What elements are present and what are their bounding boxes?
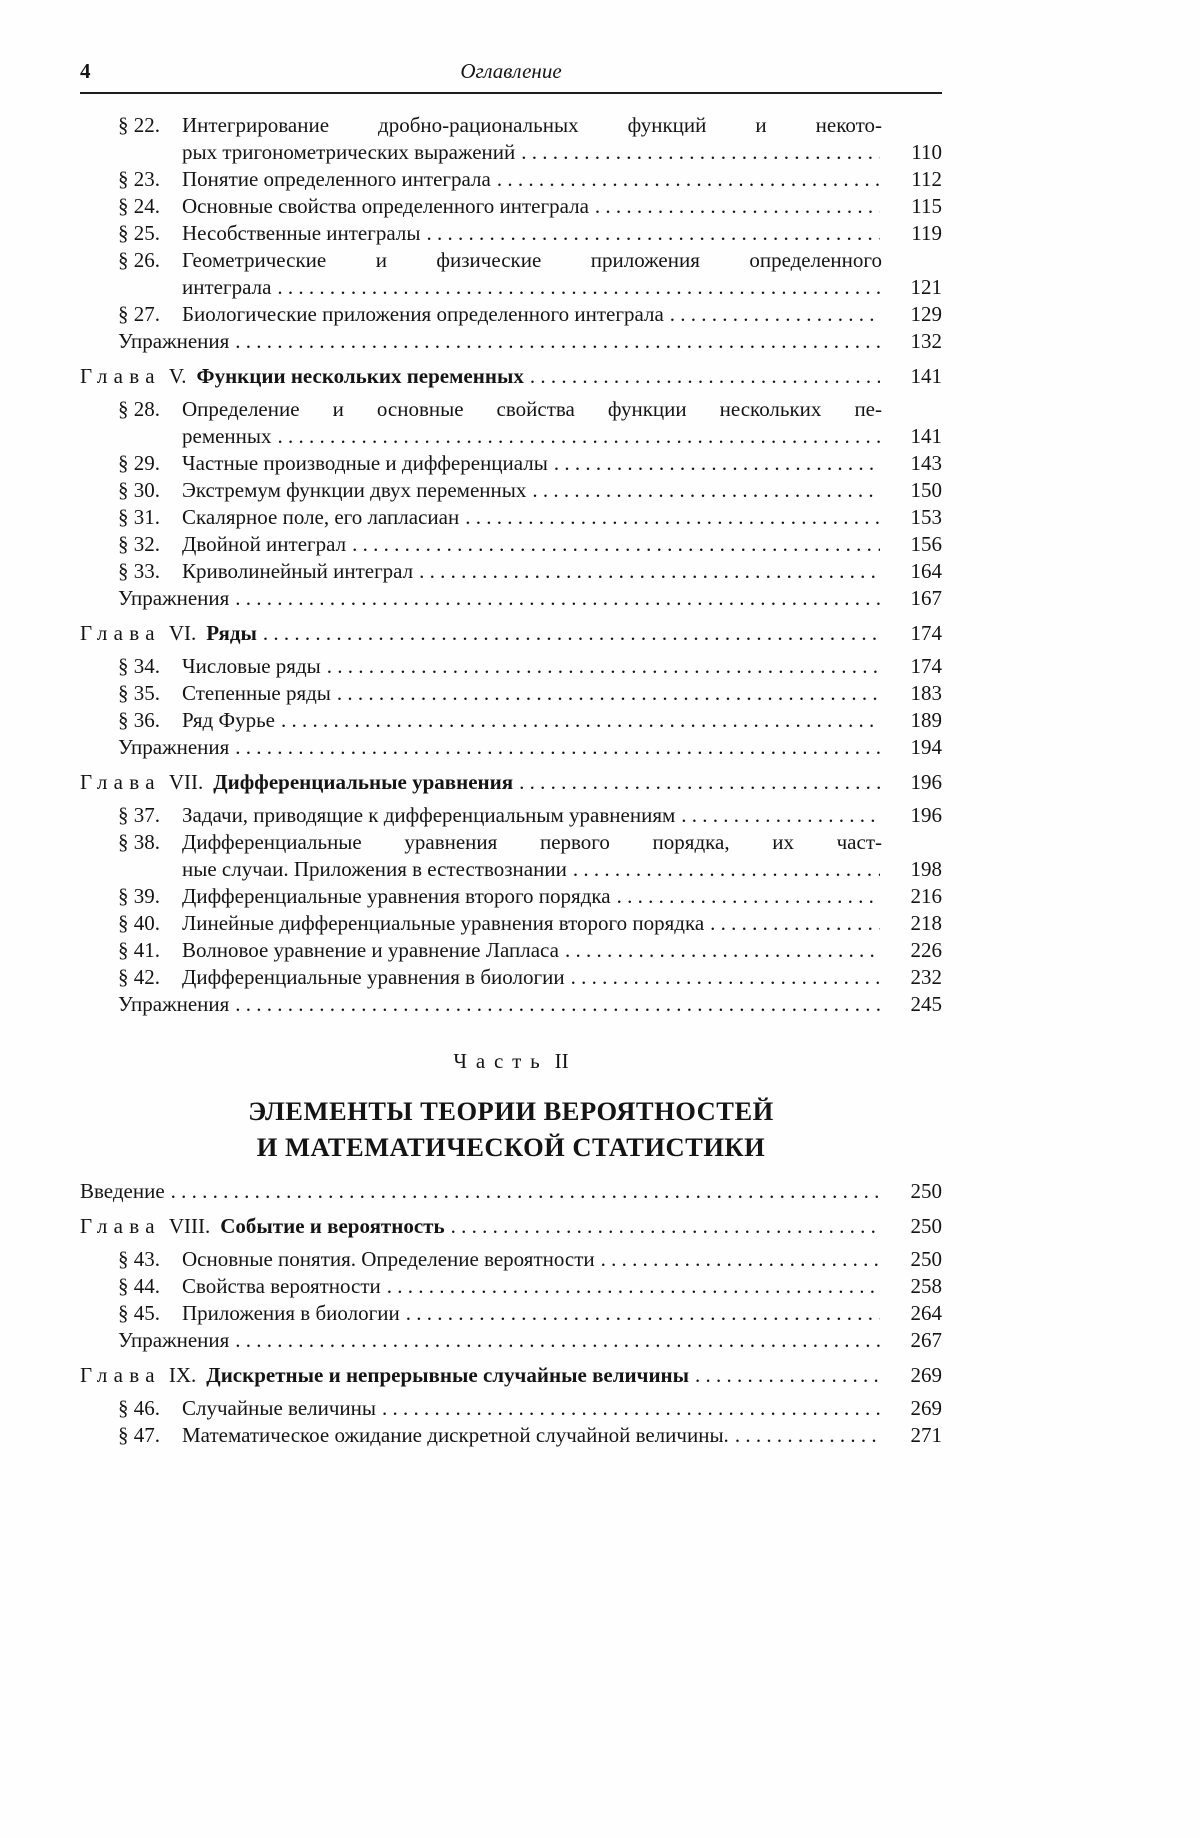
dot-leader xyxy=(532,477,880,504)
toc-entry-section xyxy=(80,396,942,423)
entry-title: Биологические приложения определенного интеграла xyxy=(182,302,664,326)
entry-title: Основные свойства определенного интеграла xyxy=(182,194,589,218)
dot-leader xyxy=(617,883,880,910)
entry-page-number: 167 xyxy=(910,586,942,610)
dot-leader xyxy=(573,856,880,883)
entry-page-number: 115 xyxy=(911,194,942,218)
entry-page-number: 267 xyxy=(910,1328,942,1352)
entry-page-number: 269 xyxy=(910,1396,942,1420)
entry-title: ные случаи. Приложения в естествознании xyxy=(182,857,567,881)
toc-entry-section xyxy=(80,193,942,220)
chapter-numeral: V. xyxy=(168,364,187,388)
dot-leader xyxy=(497,166,880,193)
toc-entry-section xyxy=(80,802,942,829)
chapter-title: Дискретные и непрерывные случайные величины xyxy=(206,1363,690,1387)
toc-entry-section xyxy=(80,531,942,558)
toc-entry-section xyxy=(80,1246,942,1273)
section-label: § 27. xyxy=(118,302,160,326)
entry-title: ременных xyxy=(182,424,272,448)
entry-title: Геометрические и физические приложения определенного xyxy=(182,248,882,272)
section-label: § 24. xyxy=(118,194,160,218)
part-kicker xyxy=(80,1048,942,1075)
entry-page-number: 121 xyxy=(910,275,942,299)
entry-page-number: 143 xyxy=(910,451,942,475)
toc-entry-exercises xyxy=(80,328,942,355)
entry-page-number: 250 xyxy=(910,1247,942,1271)
dot-leader xyxy=(695,1362,880,1389)
entry-page-number: 110 xyxy=(911,140,942,164)
dot-leader xyxy=(278,423,880,450)
toc-entry-chapter xyxy=(80,1213,942,1240)
section-label: § 44. xyxy=(118,1274,160,1298)
dot-leader xyxy=(451,1213,880,1240)
entry-title: рых тригонометрических выражений xyxy=(182,140,516,164)
entry-title: Линейные дифференциальные уравнения второго порядка xyxy=(182,911,705,935)
chapter-word: Глава xyxy=(80,770,161,794)
entry-page-number: 269 xyxy=(910,1363,942,1387)
toc-entry-section xyxy=(80,166,942,193)
entry-page-number: 198 xyxy=(910,857,942,881)
toc-entry-section xyxy=(80,504,942,531)
entry-title: Приложения в биологии xyxy=(182,1301,400,1325)
entry-title: Упражнения xyxy=(118,329,230,353)
toc-entry-section xyxy=(80,1300,942,1327)
dot-leader xyxy=(681,802,880,829)
chapter-title: Функции нескольких переменных xyxy=(196,364,524,388)
entry-page-number: 132 xyxy=(910,329,942,353)
chapter-numeral: IX. xyxy=(168,1363,197,1387)
dot-leader xyxy=(235,991,880,1018)
section-label: § 47. xyxy=(118,1423,160,1447)
dot-leader xyxy=(235,328,880,355)
toc-entry-section xyxy=(80,653,942,680)
entry-title: Дифференциальные уравнения первого порядка, их част- xyxy=(182,830,882,854)
section-label: § 39. xyxy=(118,884,160,908)
dot-leader xyxy=(263,620,880,647)
toc-entry-section xyxy=(80,112,942,139)
entry-page-number: 156 xyxy=(910,532,942,556)
toc-entry-section xyxy=(80,937,942,964)
entry-page-number: 194 xyxy=(910,735,942,759)
entry-title: Дифференциальные уравнения в биологии xyxy=(182,965,565,989)
toc-entry-section xyxy=(80,964,942,991)
chapter-numeral: VIII. xyxy=(168,1214,211,1238)
entry-title: Упражнения xyxy=(118,735,230,759)
toc-entry-chapter xyxy=(80,769,942,796)
section-label: § 32. xyxy=(118,532,160,556)
section-label: § 23. xyxy=(118,167,160,191)
toc-entry-section xyxy=(80,274,942,301)
entry-title: Основные понятия. Определение вероятности xyxy=(182,1247,595,1271)
entry-page-number: 216 xyxy=(910,884,942,908)
entry-title: Криволинейный интеграл xyxy=(182,559,414,583)
dot-leader xyxy=(595,193,880,220)
entry-page-number: 226 xyxy=(910,938,942,962)
entry-page-number: 112 xyxy=(911,167,942,191)
part-title-line: И МАТЕМАТИЧЕСКОЙ СТАТИСТИКИ xyxy=(256,1132,766,1162)
part-title-line: ЭЛЕМЕНТЫ ТЕОРИИ ВЕРОЯТНОСТЕЙ xyxy=(248,1096,774,1126)
entry-page-number: 218 xyxy=(910,911,942,935)
toc-entry-section xyxy=(80,707,942,734)
toc-entry-section xyxy=(80,829,942,856)
entry-title: Скалярное поле, его лапласиан xyxy=(182,505,460,529)
dot-leader xyxy=(235,734,880,761)
entry-title: Несобственные интегралы xyxy=(182,221,421,245)
entry-page-number: 264 xyxy=(910,1301,942,1325)
entry-title: Интегрирование дробно-рациональных функций и некото- xyxy=(182,113,882,137)
entry-page-number: 196 xyxy=(910,803,942,827)
section-label: § 45. xyxy=(118,1301,160,1325)
entry-title: Степенные ряды xyxy=(182,681,331,705)
entry-title: Упражнения xyxy=(118,992,230,1016)
section-label: § 26. xyxy=(118,248,160,272)
toc-entry-chapter xyxy=(80,363,942,390)
entry-title: Задачи, приводящие к дифференциальным уравнениям xyxy=(182,803,676,827)
toc-entry-section xyxy=(80,139,942,166)
chapter-title: Дифференциальные уравнения xyxy=(213,770,514,794)
section-label: § 25. xyxy=(118,221,160,245)
entry-title: интеграла xyxy=(182,275,272,299)
dot-leader xyxy=(277,274,880,301)
toc-entry-section xyxy=(80,910,942,937)
section-label: § 41. xyxy=(118,938,160,962)
section-label: § 30. xyxy=(118,478,160,502)
entry-page-number: 164 xyxy=(910,559,942,583)
dot-leader xyxy=(327,653,880,680)
toc-entry-exercises xyxy=(80,585,942,612)
entry-page-number: 119 xyxy=(911,221,942,245)
toc-entry-section xyxy=(80,680,942,707)
entry-title: Дифференциальные уравнения второго порядка xyxy=(182,884,611,908)
toc-entry-section xyxy=(80,1395,942,1422)
entry-title: Частные производные и дифференциалы xyxy=(182,451,548,475)
entry-page-number: 153 xyxy=(910,505,942,529)
entry-title: Упражнения xyxy=(118,1328,230,1352)
entry-title: Определение и основные свойства функции нескольких пе- xyxy=(182,397,882,421)
running-head-title: Оглавление xyxy=(460,59,562,83)
toc-entry-section xyxy=(80,423,942,450)
part-kicker-numeral: II xyxy=(554,1049,569,1073)
dot-leader xyxy=(565,937,880,964)
dot-leader xyxy=(235,585,880,612)
folio-page-number: 4 xyxy=(80,59,91,83)
section-label: § 31. xyxy=(118,505,160,529)
toc-entry-section xyxy=(80,450,942,477)
entry-page-number: 258 xyxy=(910,1274,942,1298)
dot-leader xyxy=(337,680,880,707)
entry-page-number: 183 xyxy=(910,681,942,705)
entry-page-number: 232 xyxy=(910,965,942,989)
dot-leader xyxy=(554,450,880,477)
entry-page-number: 174 xyxy=(910,621,942,645)
toc-entry-section xyxy=(80,558,942,585)
dot-leader xyxy=(710,910,880,937)
entry-page-number: 174 xyxy=(910,654,942,678)
chapter-word: Глава xyxy=(80,1214,161,1238)
entry-page-number: 129 xyxy=(910,302,942,326)
chapter-word: Глава xyxy=(80,1363,161,1387)
entry-title: Волновое уравнение и уравнение Лапласа xyxy=(182,938,559,962)
dot-leader xyxy=(406,1300,880,1327)
chapter-numeral: VII. xyxy=(168,770,204,794)
section-label: § 46. xyxy=(118,1396,160,1420)
dot-leader xyxy=(670,301,880,328)
toc-entry-exercises xyxy=(80,1327,942,1354)
dot-leader xyxy=(281,707,880,734)
dot-leader xyxy=(519,769,880,796)
entry-page-number: 141 xyxy=(910,364,942,388)
dot-leader xyxy=(171,1178,880,1205)
section-label: § 33. xyxy=(118,559,160,583)
chapter-numeral: VI. xyxy=(168,621,197,645)
toc-entry-exercises xyxy=(80,734,942,761)
entry-title: Ряд Фурье xyxy=(182,708,275,732)
dot-leader xyxy=(352,531,880,558)
toc-entry-section xyxy=(80,247,942,274)
entry-page-number: 196 xyxy=(910,770,942,794)
entry-page-number: 250 xyxy=(910,1214,942,1238)
entry-title: Числовые ряды xyxy=(182,654,321,678)
dot-leader xyxy=(465,504,880,531)
part-title xyxy=(80,1093,942,1165)
section-label: § 43. xyxy=(118,1247,160,1271)
section-label: § 42. xyxy=(118,965,160,989)
entry-page-number: 250 xyxy=(910,1179,942,1203)
toc-list xyxy=(80,112,942,1449)
chapter-word: Глава xyxy=(80,621,161,645)
part-kicker-word: Часть xyxy=(453,1049,549,1073)
toc-entry-section xyxy=(80,883,942,910)
chapter-word: Глава xyxy=(80,364,161,388)
section-label: § 29. xyxy=(118,451,160,475)
toc-entry-chapter xyxy=(80,1362,942,1389)
toc-entry-section xyxy=(80,1273,942,1300)
section-label: § 35. xyxy=(118,681,160,705)
entry-page-number: 271 xyxy=(910,1423,942,1447)
toc-entry-section xyxy=(80,301,942,328)
entry-title: Экстремум функции двух переменных xyxy=(182,478,527,502)
entry-title: Свойства вероятности xyxy=(182,1274,381,1298)
entry-page-number: 141 xyxy=(910,424,942,448)
entry-title: Введение xyxy=(80,1179,165,1203)
toc-entry-section xyxy=(80,856,942,883)
header-rule xyxy=(80,92,942,94)
section-label: § 28. xyxy=(118,397,160,421)
section-label: § 34. xyxy=(118,654,160,678)
entry-page-number: 189 xyxy=(910,708,942,732)
section-label: § 37. xyxy=(118,803,160,827)
section-label: § 40. xyxy=(118,911,160,935)
section-label: § 36. xyxy=(118,708,160,732)
dot-leader xyxy=(571,964,880,991)
entry-title: Случайные величины xyxy=(182,1396,377,1420)
dot-leader xyxy=(235,1327,880,1354)
toc-entry-section xyxy=(80,1422,942,1449)
dot-leader xyxy=(419,558,880,585)
dot-leader xyxy=(387,1273,880,1300)
dot-leader xyxy=(735,1422,880,1449)
entry-title: Упражнения xyxy=(118,586,230,610)
dot-leader xyxy=(426,220,880,247)
entry-page-number: 245 xyxy=(910,992,942,1016)
running-head xyxy=(80,58,942,85)
dot-leader xyxy=(382,1395,880,1422)
entry-title: Двойной интеграл xyxy=(182,532,347,556)
dot-leader xyxy=(521,139,880,166)
toc-entry-section xyxy=(80,220,942,247)
section-label: § 38. xyxy=(118,830,160,854)
toc-entry-exercises xyxy=(80,991,942,1018)
toc-entry-chapter xyxy=(80,620,942,647)
dot-leader xyxy=(601,1246,880,1273)
toc-entry-section xyxy=(80,477,942,504)
entry-page-number: 150 xyxy=(910,478,942,502)
chapter-title: Событие и вероятность xyxy=(220,1214,445,1238)
part-heading xyxy=(80,1048,942,1165)
dot-leader xyxy=(530,363,880,390)
entry-title: Понятие определенного интеграла xyxy=(182,167,491,191)
chapter-title: Ряды xyxy=(206,621,257,645)
toc-entry-plain xyxy=(80,1178,942,1205)
section-label: § 22. xyxy=(118,113,160,137)
entry-title: Математическое ожидание дискретной случайной величины. xyxy=(182,1423,729,1447)
